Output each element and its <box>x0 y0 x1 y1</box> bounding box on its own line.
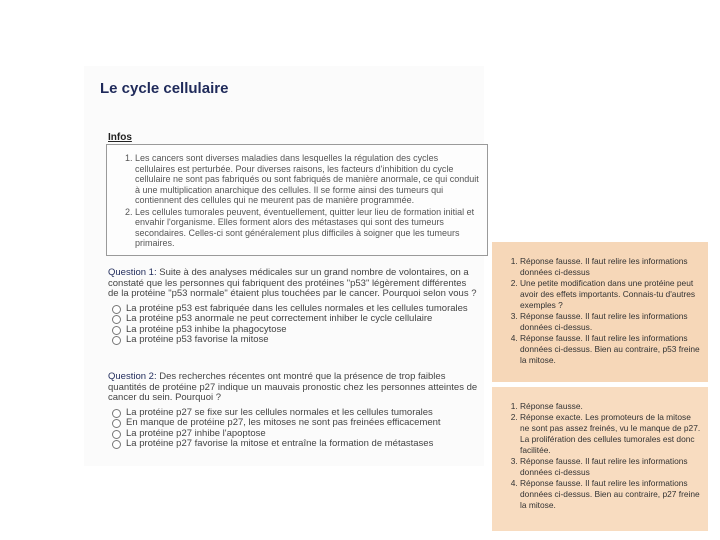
feedback-item: 2. Une petite modification dans une protéine peut avoir des effets importants. Connais-tu d'autres exemples ? <box>520 278 702 311</box>
question-1 <box>108 268 478 346</box>
feedback-list-1 <box>494 256 702 366</box>
radio-button[interactable] <box>112 440 121 449</box>
radio-button[interactable] <box>112 409 121 418</box>
question-2 <box>108 372 478 450</box>
answer-option[interactable] <box>108 335 478 346</box>
answer-option[interactable] <box>108 314 478 325</box>
infos-box <box>106 144 488 256</box>
infos-list <box>115 153 479 249</box>
radio-button[interactable] <box>112 305 121 314</box>
answer-label: La protéine p27 favorise la mitose et entraîne la formation de métastases <box>126 438 434 449</box>
infos-label: Infos <box>108 132 132 143</box>
answer-label: La protéine p53 inhibe la phagocytose <box>126 323 287 335</box>
answer-label: En manque de protéine p27, les mitoses ne sont pas freinées efficacement <box>126 417 441 428</box>
answer-option[interactable] <box>108 418 478 429</box>
answer-label: La protéine p53 anormale ne peut correctement inhiber le cycle cellulaire <box>126 313 433 324</box>
answer-option[interactable] <box>108 439 478 450</box>
question-2-text <box>108 372 478 404</box>
infos-item: 1. Les cancers sont diverses maladies dans lesquelles la régulation des cycles cellulaires est perturbée. Pour diverses raisons, les facteurs d'inhibition du cycle cellulaire ne sont pas fabriqués ou sont fabriqués de manière anormale, ce qui conduit à une multiplication anarchique des cellules. Il se forme ainsi des tumeurs qui contiennent des cellules qui ne meurent pas de manière programmée. <box>135 153 479 206</box>
radio-button[interactable] <box>112 430 121 439</box>
feedback-item: 2. Réponse exacte. Les promoteurs de la mitose ne sont pas assez freinés, vu le manque de p27. La prolifération des cellules tumorales est donc facilitée. <box>520 412 702 456</box>
radio-button[interactable] <box>112 315 121 324</box>
feedback-item: 3. Réponse fausse. Il faut relire les informations données ci-dessus <box>520 456 702 478</box>
question-1-options <box>108 304 478 346</box>
answer-label: La protéine p53 favorise la mitose <box>126 334 269 345</box>
question-2-prefix: Question 2: <box>108 371 157 382</box>
feedback-item: 4. Réponse fausse. Il faut relire les informations données ci-dessus. Bien au contraire, p53 freine la mitose. <box>520 333 702 366</box>
question-1-prefix: Question 1: <box>108 267 157 278</box>
feedback-panel-2 <box>492 387 708 531</box>
infos-item: 2. Les cellules tumorales peuvent, éventuellement, quitter leur lieu de formation initial et envahir l'organisme. Elles forment alors des métastases qui sont des tumeurs secondaires. Celles-ci sont généralement plus difficiles à soigner que les tumeurs primaires. <box>135 207 479 249</box>
radio-button[interactable] <box>112 326 121 335</box>
feedback-item: 1. Réponse fausse. <box>520 401 702 412</box>
answer-label: La protéine p53 est fabriquée dans les cellules normales et les cellules tumorales <box>126 302 468 314</box>
question-2-options <box>108 408 478 450</box>
question-1-text <box>108 268 478 300</box>
question-2-body: Des recherches récentes ont montré que la présence de trop faibles quantités de protéine p27 indique un mauvais pronostic chez les personnes atteintes de cancer du sein. Pourquoi ? <box>108 371 478 403</box>
feedback-item: 1. Réponse fausse. Il faut relire les informations données ci-dessus <box>520 256 702 278</box>
page-title: Le cycle cellulaire <box>100 80 229 97</box>
question-1-body: Suite à des analyses médicales sur un grand nombre de volontaires, on a constaté que les personnes qui fabriquent des protéines "p53" légèrement différentes de la protéine "p53 normale" étaient plus touchées par le cancer. Pourquoi selon vous ? <box>108 267 477 299</box>
feedback-item: 3. Réponse fausse. Il faut relire les informations données ci-dessus. <box>520 311 702 333</box>
answer-label: La protéine p27 se fixe sur les cellules normales et les cellules tumorales <box>126 406 433 418</box>
feedback-list-2 <box>494 401 702 511</box>
radio-button[interactable] <box>112 419 121 428</box>
radio-button[interactable] <box>112 336 121 345</box>
feedback-item: 4. Réponse fausse. Il faut relire les informations données ci-dessus. Bien au contraire, p27 freine la mitose. <box>520 478 702 511</box>
answer-label: La protéine p27 inhibe l'apoptose <box>126 427 266 439</box>
feedback-panel-1 <box>492 242 708 382</box>
